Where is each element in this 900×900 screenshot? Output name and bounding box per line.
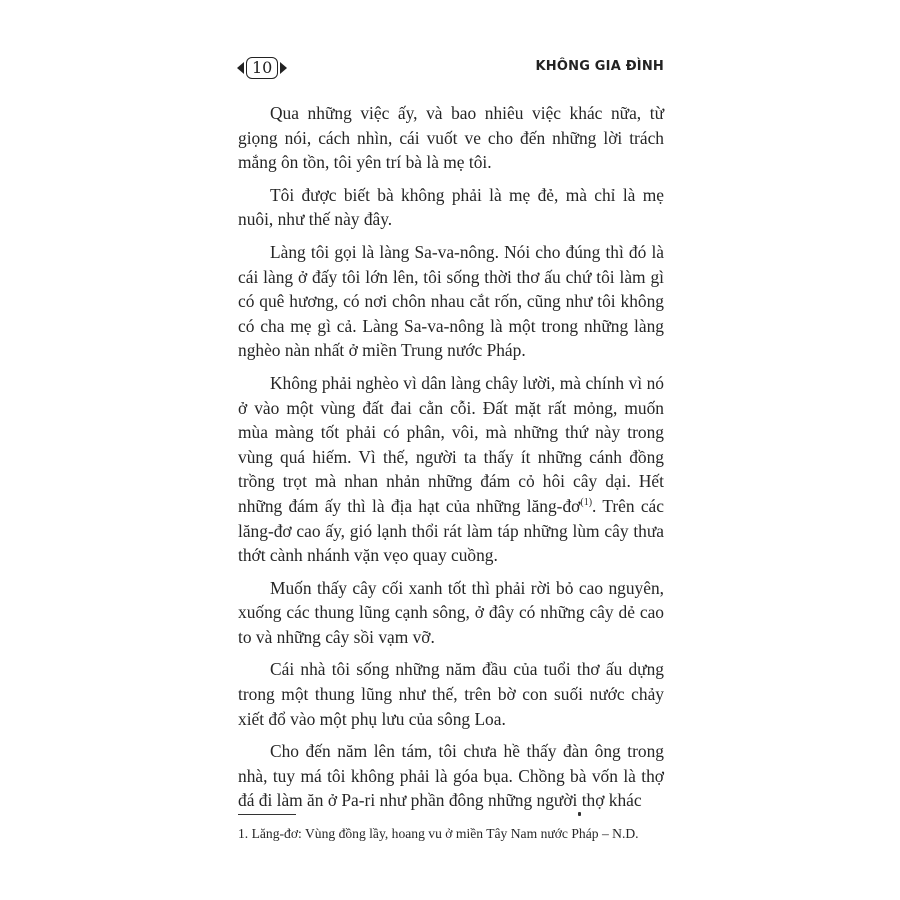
- running-title: KHÔNG GIA ĐÌNH: [535, 59, 664, 74]
- paragraph: Qua những việc ấy, và bao nhiêu việc khác nữa, từ giọng nói, cách nhìn, cái vuốt ve cho đến những lời trách mắng ôn tồn, tôi yên trí bà là mẹ tôi.: [238, 103, 664, 173]
- page-number-badge: [237, 56, 287, 80]
- paragraph: Làng tôi gọi là làng Sa-va-nông. Nói cho đúng thì đó là cái làng ở đấy tôi lớn lên, tôi sống thời thơ ấu chứ tôi làm gì có quê hương, có nơi chôn nhau cắt rốn, cũng như tôi không có cha mẹ gì cả. Làng Sa-va-nông là một trong những làng nghèo nàn nhất ở miền Trung nước Pháp.: [238, 241, 664, 361]
- ornament-dot: [578, 812, 581, 816]
- paragraph-text: Không phải nghèo vì dân làng chây lười, mà chính vì nó ở vào một vùng đất đai cằn cỗi. Đất mặt rất mỏng, muốn mùa màng tốt phải có phân, vôi, mà những thứ này trong vùng quá hiếm. Vì thế, người ta thấy ít những cánh đồng trồng trọt mà nhan nhản những đám cỏ hôi cây dại. Hết những đám ấy thì là địa hạt của những lăng-đơ: [238, 372, 664, 516]
- footnote-marker: (1): [580, 497, 593, 509]
- page-number: 10: [246, 57, 278, 79]
- footnote-divider: [238, 814, 296, 815]
- paragraph: Cho đến năm lên tám, tôi chưa hề thấy đàn ông trong nhà, tuy má tôi không phải là góa bụa. Chồng bà vốn là thợ đá đi làm ăn ở Pa-ri như phần đông những người thợ khác: [238, 741, 664, 811]
- paragraph: Muốn thấy cây cối xanh tốt thì phải rời bỏ cao nguyên, xuống các thung lũng cạnh sông, ở đây có những cây dẻ cao to và những cây sồi vạm vỡ.: [238, 577, 664, 647]
- footnote: 1. Lăng-đơ: Vùng đồng lầy, hoang vu ở miền Tây Nam nước Pháp – N.D.: [238, 826, 639, 841]
- paragraph: Cái nhà tôi sống những năm đầu của tuổi thơ ấu dựng trong một thung lũng như thế, trên bờ con suối nước chảy xiết đổ vào một phụ lưu của sông Loa.: [238, 659, 664, 729]
- paragraph: [238, 371, 664, 568]
- page-header: [237, 56, 664, 82]
- left-triangle-icon: [237, 62, 244, 74]
- right-triangle-icon: [280, 62, 287, 74]
- paragraph: Tôi được biết bà không phải là mẹ đẻ, mà chỉ là mẹ nuôi, như thế này đây.: [238, 184, 664, 230]
- body-text: [238, 101, 664, 821]
- paragraph-text-tail: . Trên các lăng-đơ cao ấy, gió lạnh thổi rát làm táp những lùm cây thưa thớt cành nhánh vặn vẹo quay cuồng.: [238, 495, 664, 566]
